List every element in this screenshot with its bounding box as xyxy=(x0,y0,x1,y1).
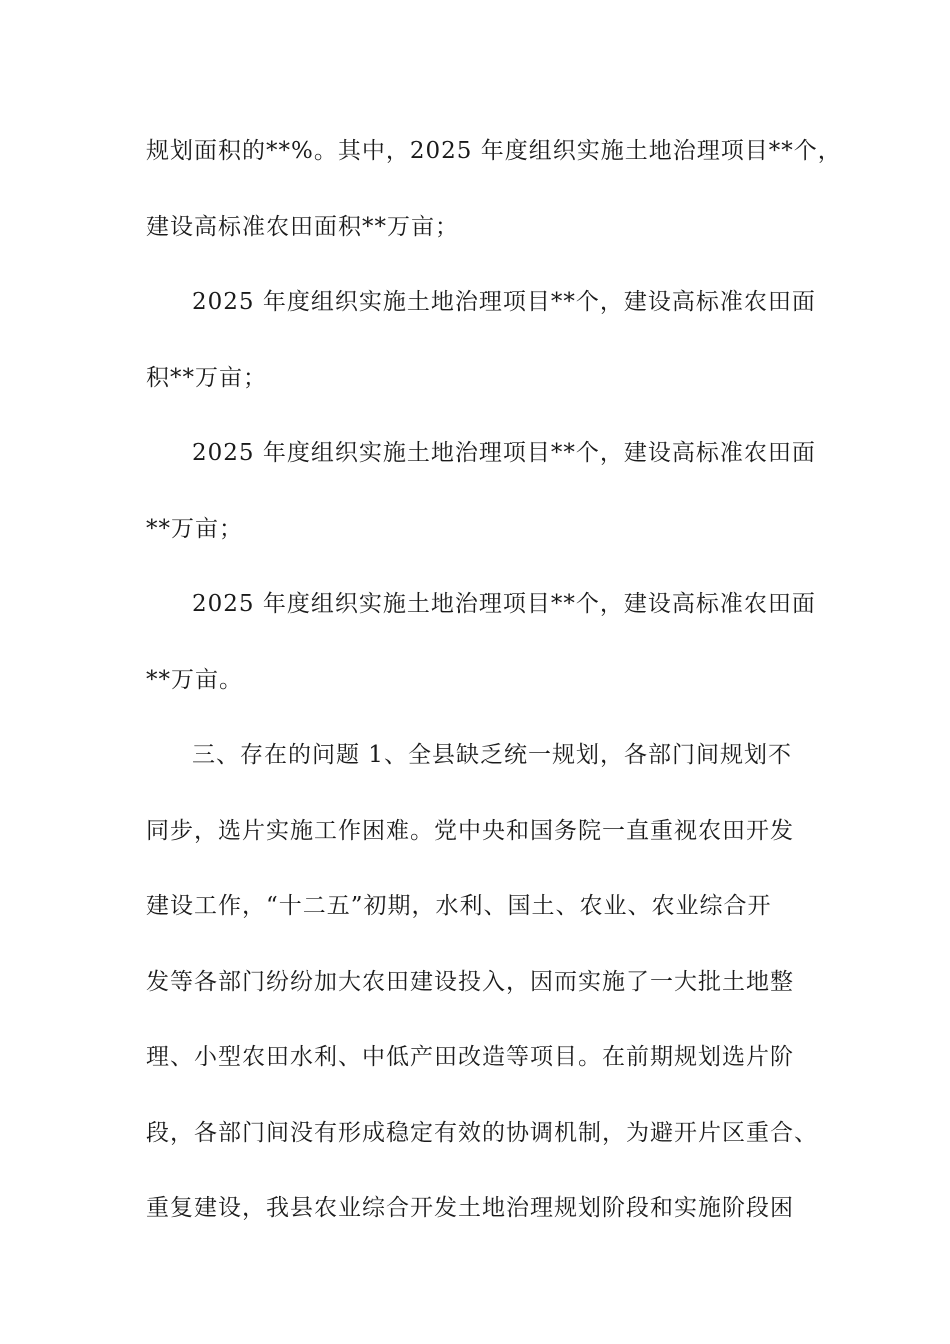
text-line: 重复建设，我县农业综合开发土地治理规划阶段和实施阶段困 xyxy=(146,1195,794,1221)
text-line: 三、存在的问题 1、全县缺乏统一规划，各部门间规划不 xyxy=(192,742,792,768)
text-line: 2025 年度组织实施土地治理项目**个，建设高标准农田面 xyxy=(192,440,816,466)
text-line: 积**万亩； xyxy=(146,364,267,391)
text-line: 段，各部门间没有形成稳定有效的协调机制，为避开片区重合、 xyxy=(146,1119,818,1146)
text-line: 规划面积的**%。其中，2025 年度组织实施土地治理项目**个， xyxy=(146,138,842,164)
text-line: 建设高标准农田面积**万亩； xyxy=(146,213,459,240)
text-line: **万亩。 xyxy=(146,666,243,693)
text-line: 发等各部门纷纷加大农田建设投入，因而实施了一大批土地整 xyxy=(146,968,794,995)
text-line: 理、小型农田水利、中低产田改造等项目。在前期规划选片阶 xyxy=(146,1044,794,1070)
document-body xyxy=(146,126,842,1259)
text-line: 2025 年度组织实施土地治理项目**个，建设高标准农田面 xyxy=(192,289,816,315)
text-line: 建设工作，“十二五”初期，水利、国土、农业、农业综合开 xyxy=(146,893,772,919)
text-line: **万亩； xyxy=(146,515,243,542)
text-line: 同步，选片实施工作困难。党中央和国务院一直重视农田开发 xyxy=(146,817,794,844)
text-line: 2025 年度组织实施土地治理项目**个，建设高标准农田面 xyxy=(192,591,816,617)
